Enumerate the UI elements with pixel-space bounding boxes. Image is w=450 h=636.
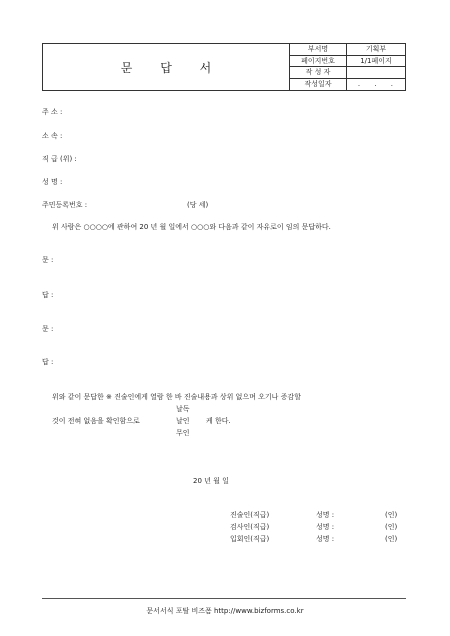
signing-date: 20 년 월 일 [193,477,229,485]
question-label: 문 : [42,325,54,333]
signature-name: 성명 : [316,523,335,531]
meta-row-date [290,79,405,91]
header-table [42,43,406,91]
question-label: 문 : [42,256,54,264]
closing-line-2b: 날인 [176,417,190,425]
answer-label: 답 : [42,358,54,366]
meta-row-department [290,44,405,56]
field-position: 직 급 (위) : [42,155,77,163]
field-name: 성 명 : [42,178,63,186]
meta-row-author [290,67,405,79]
closing-line-1: 위와 같이 문답한 ※ 진술인에게 열람 한 바 진술내용과 상위 없으며 오기나 증감할 [52,393,301,401]
signature-role: 입회인(직급) [230,535,270,543]
signature-role: 검사인(직급) [230,523,270,531]
meta-value: 1/1페이지 [360,56,392,65]
answer-label: 답 : [42,291,54,299]
meta-value: . . . [357,79,399,88]
document-title: 문 답 서 [120,60,224,75]
signature-seal: (인) [385,511,398,519]
meta-label: 작성일자 [290,79,347,91]
footer-text: 문서서식 포탈 비즈폼 http://www.bizforms.co.kr [146,607,304,615]
intro-text: 위 사람은 ○○○○에 관하여 20 년 월 일에서 ○○○와 다음과 같이 자유로이 임의 문답하다. [52,223,331,231]
meta-value: 기획부 [365,45,387,53]
meta-label: 부서명 [290,44,347,55]
field-age: (당 세) [187,201,209,209]
signature-name: 성명 : [316,535,335,543]
footer-divider [42,598,406,599]
closing-line-2a: 것이 전혀 없음을 확인함으로 [52,417,140,425]
field-address: 주 소 : [42,108,63,116]
document-title-cell [43,44,290,90]
stamp-option-top: 날독 [176,405,190,413]
field-affiliation: 소 속 : [42,132,63,140]
meta-value [347,67,405,78]
signature-seal: (인) [385,523,398,531]
signature-name: 성명 : [316,511,335,519]
stamp-option-bottom: 무인 [176,429,190,437]
closing-line-2c: 케 한다. [206,417,231,425]
signature-seal: (인) [385,535,398,543]
meta-label: 작 성 자 [290,67,347,78]
field-resident-number: 주민등록번호 : [42,201,88,209]
meta-label: 페이지번호 [290,56,347,67]
signature-role: 진술인(직급) [230,511,270,519]
meta-row-page [290,56,405,68]
